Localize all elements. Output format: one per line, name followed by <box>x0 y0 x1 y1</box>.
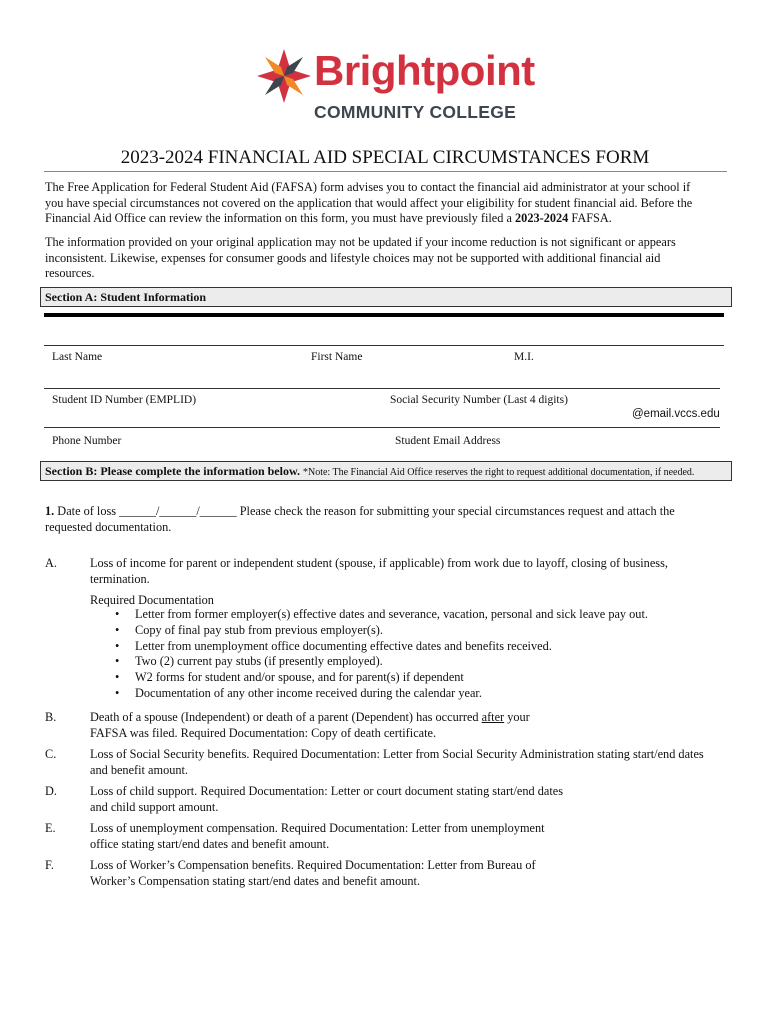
college-logo <box>256 44 535 126</box>
section-a-top-rule <box>44 313 724 317</box>
email-domain-text: @email.vccs.edu <box>632 408 720 420</box>
intro-p2-line2: inconsistent. Likewise, expenses for consumer goods and lifestyle choices may not be supported with additional financial aid <box>45 250 661 265</box>
phone-email-field-line[interactable] <box>44 427 720 428</box>
option-d-letter: D. <box>45 784 57 798</box>
logo-subtitle-text: COMMUNITY COLLEGE <box>314 102 517 122</box>
intro-p1-line3-text: Financial Aid Office can review the information on this form, you must have previously filed a <box>45 211 516 225</box>
option-b-line1 <box>90 709 730 725</box>
option-b-line1-text: Death of a spouse (Independent) or death of a parent (Dependent) has occurred <box>90 710 482 724</box>
option-c-text <box>90 746 750 778</box>
option-a-letter: A. <box>45 556 57 570</box>
option-f-line1: Loss of Worker’s Compensation benefits. Required Documentation: Letter from Bureau of <box>90 858 536 872</box>
phone-number-label: Phone Number <box>52 435 122 447</box>
ssn-label: Social Security Number (Last 4 digits) <box>390 394 568 406</box>
option-a-text <box>90 555 730 587</box>
option-a-doc-list <box>90 607 730 702</box>
page-title: 2023-2024 FINANCIAL AID SPECIAL CIRCUMSTANCES FORM <box>120 147 650 168</box>
section-b-note: *Note: The Financial Aid Office reserves the right to request additional documentation, if needed. <box>302 467 695 478</box>
intro-paragraph-2 <box>45 235 735 282</box>
first-name-label: First Name <box>311 351 363 363</box>
option-b-line1-end: your <box>504 710 530 724</box>
section-b-header <box>40 461 732 481</box>
option-f-letter: F. <box>45 858 54 872</box>
option-a-doc-label: Required Documentation <box>90 593 214 607</box>
intro-p2-line3: resources. <box>45 266 95 280</box>
option-f-text <box>90 857 730 889</box>
option-d-text <box>90 783 730 815</box>
option-f-line2: Worker’s Compensation stating start/end dates and benefit amount. <box>90 874 421 888</box>
question-1 <box>45 503 735 535</box>
section-a-header <box>40 287 732 307</box>
option-c-line1: Loss of Social Security benefits. Required Documentation: Letter from Social Security Administration stating start/end dates <box>90 747 704 761</box>
section-b-title: Section B: Please complete the information below. <box>45 464 300 478</box>
section-a-title: Section A: Student Information <box>45 290 207 304</box>
last-name-label: Last Name <box>52 351 103 363</box>
option-d-line2: and child support amount. <box>90 800 219 814</box>
question-1-line2: requested documentation. <box>45 520 172 534</box>
student-email-label: Student Email Address <box>395 435 501 447</box>
option-a-line1: Loss of income for parent or independent student (spouse, if applicable) from work due to layoff, closing of business, <box>90 556 668 570</box>
list-item: • Copy of final pay stub from previous employer(s). <box>90 623 730 639</box>
option-d-line1: Loss of child support. Required Documentation: Letter or court document stating start/end dates <box>90 784 563 798</box>
option-b-letter: B. <box>45 710 57 724</box>
intro-p1-line2: you have special circumstances not covered on the application that would affect your eligibility for student financial aid. Before the <box>45 195 693 210</box>
student-id-label: Student ID Number (EMPLID) <box>52 394 197 406</box>
list-item: • W2 forms for student and/or spouse, and for parent(s) if dependent <box>90 670 730 686</box>
intro-p2-line1: The information provided on your original application may not be updated if your income reduction is not significant or appears <box>45 235 676 249</box>
question-1-number: 1. <box>45 504 55 518</box>
star-logo-icon <box>256 48 312 104</box>
list-item: • Two (2) current pay stubs (if presently employed). <box>90 654 730 670</box>
list-item: • Letter from former employer(s) effective dates and severance, vacation, personal and sick leave pay out. <box>90 607 730 623</box>
option-c-line2: and benefit amount. <box>90 763 189 777</box>
title-divider <box>44 171 727 172</box>
fafsa-year: 2023-2024 <box>515 211 569 225</box>
intro-p1-line1: The Free Application for Federal Student Aid (FAFSA) form advises you to contact the financial aid administrator at your school if <box>45 180 691 194</box>
option-b-after-word: after <box>481 710 505 724</box>
list-item: • Documentation of any other income received during the calendar year. <box>90 686 730 702</box>
option-c-letter: C. <box>45 747 57 761</box>
middle-initial-label: M.I. <box>514 351 534 363</box>
logo-brand-text: Brightpoint <box>314 47 535 94</box>
option-b-text <box>90 709 730 741</box>
intro-p1-line3 <box>45 211 735 227</box>
question-1-text: Date of loss ______/______/______ Please check the reason for submitting your special circumstances request and attach the <box>54 504 675 518</box>
option-e-letter: E. <box>45 821 56 835</box>
option-b-line2: FAFSA was filed. Required Documentation: Copy of death certificate. <box>90 726 437 740</box>
option-e-line1: Loss of unemployment compensation. Required Documentation: Letter from unemployment <box>90 821 545 835</box>
intro-paragraph-1 <box>45 180 735 227</box>
intro-p1-line3-end: FAFSA. <box>568 211 612 225</box>
option-e-text <box>90 820 730 852</box>
option-a-line2: termination. <box>90 572 150 586</box>
id-ssn-field-line[interactable] <box>44 388 720 389</box>
option-e-line2: office stating start/end dates and benefit amount. <box>90 837 330 851</box>
question-1-line1 <box>45 503 735 519</box>
list-item: • Letter from unemployment office documenting effective dates and benefits received. <box>90 639 730 655</box>
name-field-line[interactable] <box>44 345 724 346</box>
